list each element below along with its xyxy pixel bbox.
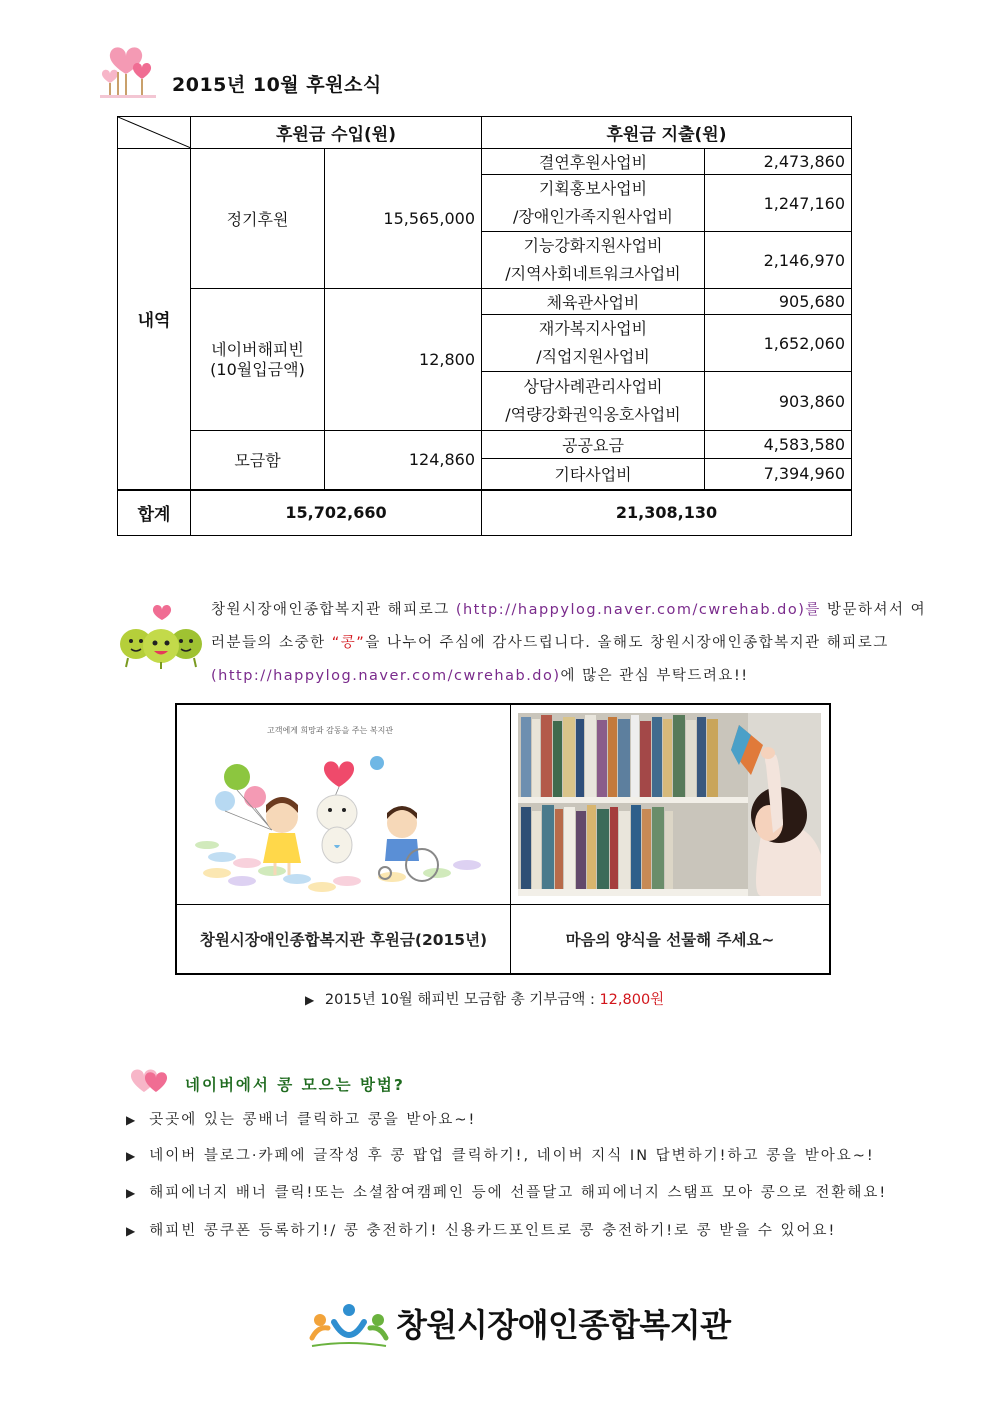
expense-label: 상담사례관리사업비 /역량강화권익옹호사업비 xyxy=(482,372,705,431)
children-balloons-illustration xyxy=(177,705,510,904)
message-text: 에 많은 관심 부탁드려요!! xyxy=(560,668,749,684)
income-label: 모금함 xyxy=(191,431,325,490)
message-text: 창원시장애인종합복지관 해피로그 xyxy=(211,602,450,618)
income-label: 정기후원 xyxy=(191,149,325,289)
donation-total-line xyxy=(305,988,664,1009)
expense-amount: 1,247,160 xyxy=(705,175,852,232)
expense-amount: 903,860 xyxy=(705,372,852,431)
bookshelf-photo-cell xyxy=(511,705,829,905)
play-triangle-icon: ▶ xyxy=(126,1224,138,1238)
photo-table xyxy=(175,703,831,975)
play-triangle-icon: ▶ xyxy=(126,1113,138,1127)
howto-item xyxy=(126,1181,887,1202)
expense-label: 재가복지사업비 /직업지원사업비 xyxy=(482,315,705,372)
bean-characters-icon xyxy=(116,600,206,670)
illustration-cell xyxy=(177,705,511,905)
howto-item-text: 해피빈 콩쿠폰 등록하기!/ 콩 충전하기! 신용카드포인트로 콩 충전하기!로 콩 받을 수 있어요! xyxy=(149,1223,837,1239)
donation-amount: 12,800원 xyxy=(599,992,665,1008)
page-title: 2015년 10월 후원소식 xyxy=(172,74,382,96)
play-triangle-icon: ▶ xyxy=(305,993,315,1007)
expense-amount: 7,394,960 xyxy=(705,459,852,490)
expense-label: 기능강화지원사업비 /지역사회네트워크사업비 xyxy=(482,232,705,289)
kong-highlight: “콩” xyxy=(331,635,366,651)
income-label: 네이버해피빈 (10월입금액) xyxy=(191,289,325,431)
howto-item-text: 해피에너지 배너 클릭!또는 소셜참여캠페인 등에 선플달고 해피에너지 스탬프 모아 콩으로 전환해요! xyxy=(149,1185,888,1201)
hearts-icon xyxy=(126,1064,174,1100)
row-label-details: 내역 xyxy=(118,149,191,490)
org-name: 창원시장애인종합복지관 xyxy=(396,1306,731,1344)
donation-label: 2015년 10월 해피빈 모금함 총 기부금액 : xyxy=(324,992,595,1008)
hearts-tree-icon xyxy=(98,38,160,100)
play-triangle-icon: ▶ xyxy=(126,1186,138,1200)
girl-bookshelf-photo xyxy=(511,705,829,904)
howto-item xyxy=(126,1108,476,1129)
income-amount: 15,565,000 xyxy=(325,149,482,289)
howto-item-text: 곳곳에 있는 콩배너 클릭하고 콩을 받아요~! xyxy=(149,1112,477,1128)
message-text: 러분들의 소중한 xyxy=(211,635,326,651)
org-logo-icon xyxy=(306,1300,392,1350)
happylog-link[interactable]: (http://happylog.naver.com/cwrehab.do) xyxy=(211,668,561,684)
howto-item xyxy=(126,1219,836,1240)
expense-label: 결연후원사업비 xyxy=(482,149,705,175)
message-text: 을 나누어 주심에 감사드립니다. 올해도 창원시장애인종합복지관 해피로그 xyxy=(365,635,889,651)
donation-table xyxy=(117,116,852,536)
happylog-link[interactable]: (http://happylog.naver.com/cwrehab.do)를 xyxy=(455,602,821,618)
total-label: 합계 xyxy=(118,490,191,536)
thanks-message-line-3 xyxy=(211,664,749,685)
expense-amount: 4,583,580 xyxy=(705,431,852,459)
message-text: 방문하셔서 여 xyxy=(827,602,927,618)
howto-title: 네이버에서 콩 모으는 방법? xyxy=(185,1076,405,1094)
income-header: 후원금 수입(원) xyxy=(191,117,482,149)
expense-label: 공공요금 xyxy=(482,431,705,459)
expense-label: 체육관사업비 xyxy=(482,289,705,315)
thanks-message-line-1 xyxy=(211,598,926,619)
illustration-banner-text: 고객에게 희망과 감동을 주는 복지관 xyxy=(267,726,394,735)
expense-amount: 2,473,860 xyxy=(705,149,852,175)
income-amount: 124,860 xyxy=(325,431,482,490)
caption-right: 마음의 양식을 선물해 주세요~ xyxy=(565,931,775,949)
caption-left: 창원시장애인종합복지관 후원금(2015년) xyxy=(177,905,511,973)
expense-amount: 1,652,060 xyxy=(705,315,852,372)
total-expense: 21,308,130 xyxy=(482,490,852,536)
play-triangle-icon: ▶ xyxy=(126,1149,138,1163)
diagonal-header-cell xyxy=(118,117,191,149)
expense-label: 기타사업비 xyxy=(482,459,705,490)
howto-item-text: 네이버 블로그·카페에 글작성 후 콩 팝업 클릭하기!, 네이버 지식 IN 답변하기!하고 콩을 받아요~! xyxy=(149,1148,875,1164)
expense-label: 기획홍보사업비 /장애인가족지원사업비 xyxy=(482,175,705,232)
expense-amount: 2,146,970 xyxy=(705,232,852,289)
expense-amount: 905,680 xyxy=(705,289,852,315)
expense-header: 후원금 지출(원) xyxy=(482,117,852,149)
income-amount: 12,800 xyxy=(325,289,482,431)
thanks-message-line-2 xyxy=(211,631,889,652)
howto-item xyxy=(126,1144,875,1165)
total-income: 15,702,660 xyxy=(191,490,482,536)
